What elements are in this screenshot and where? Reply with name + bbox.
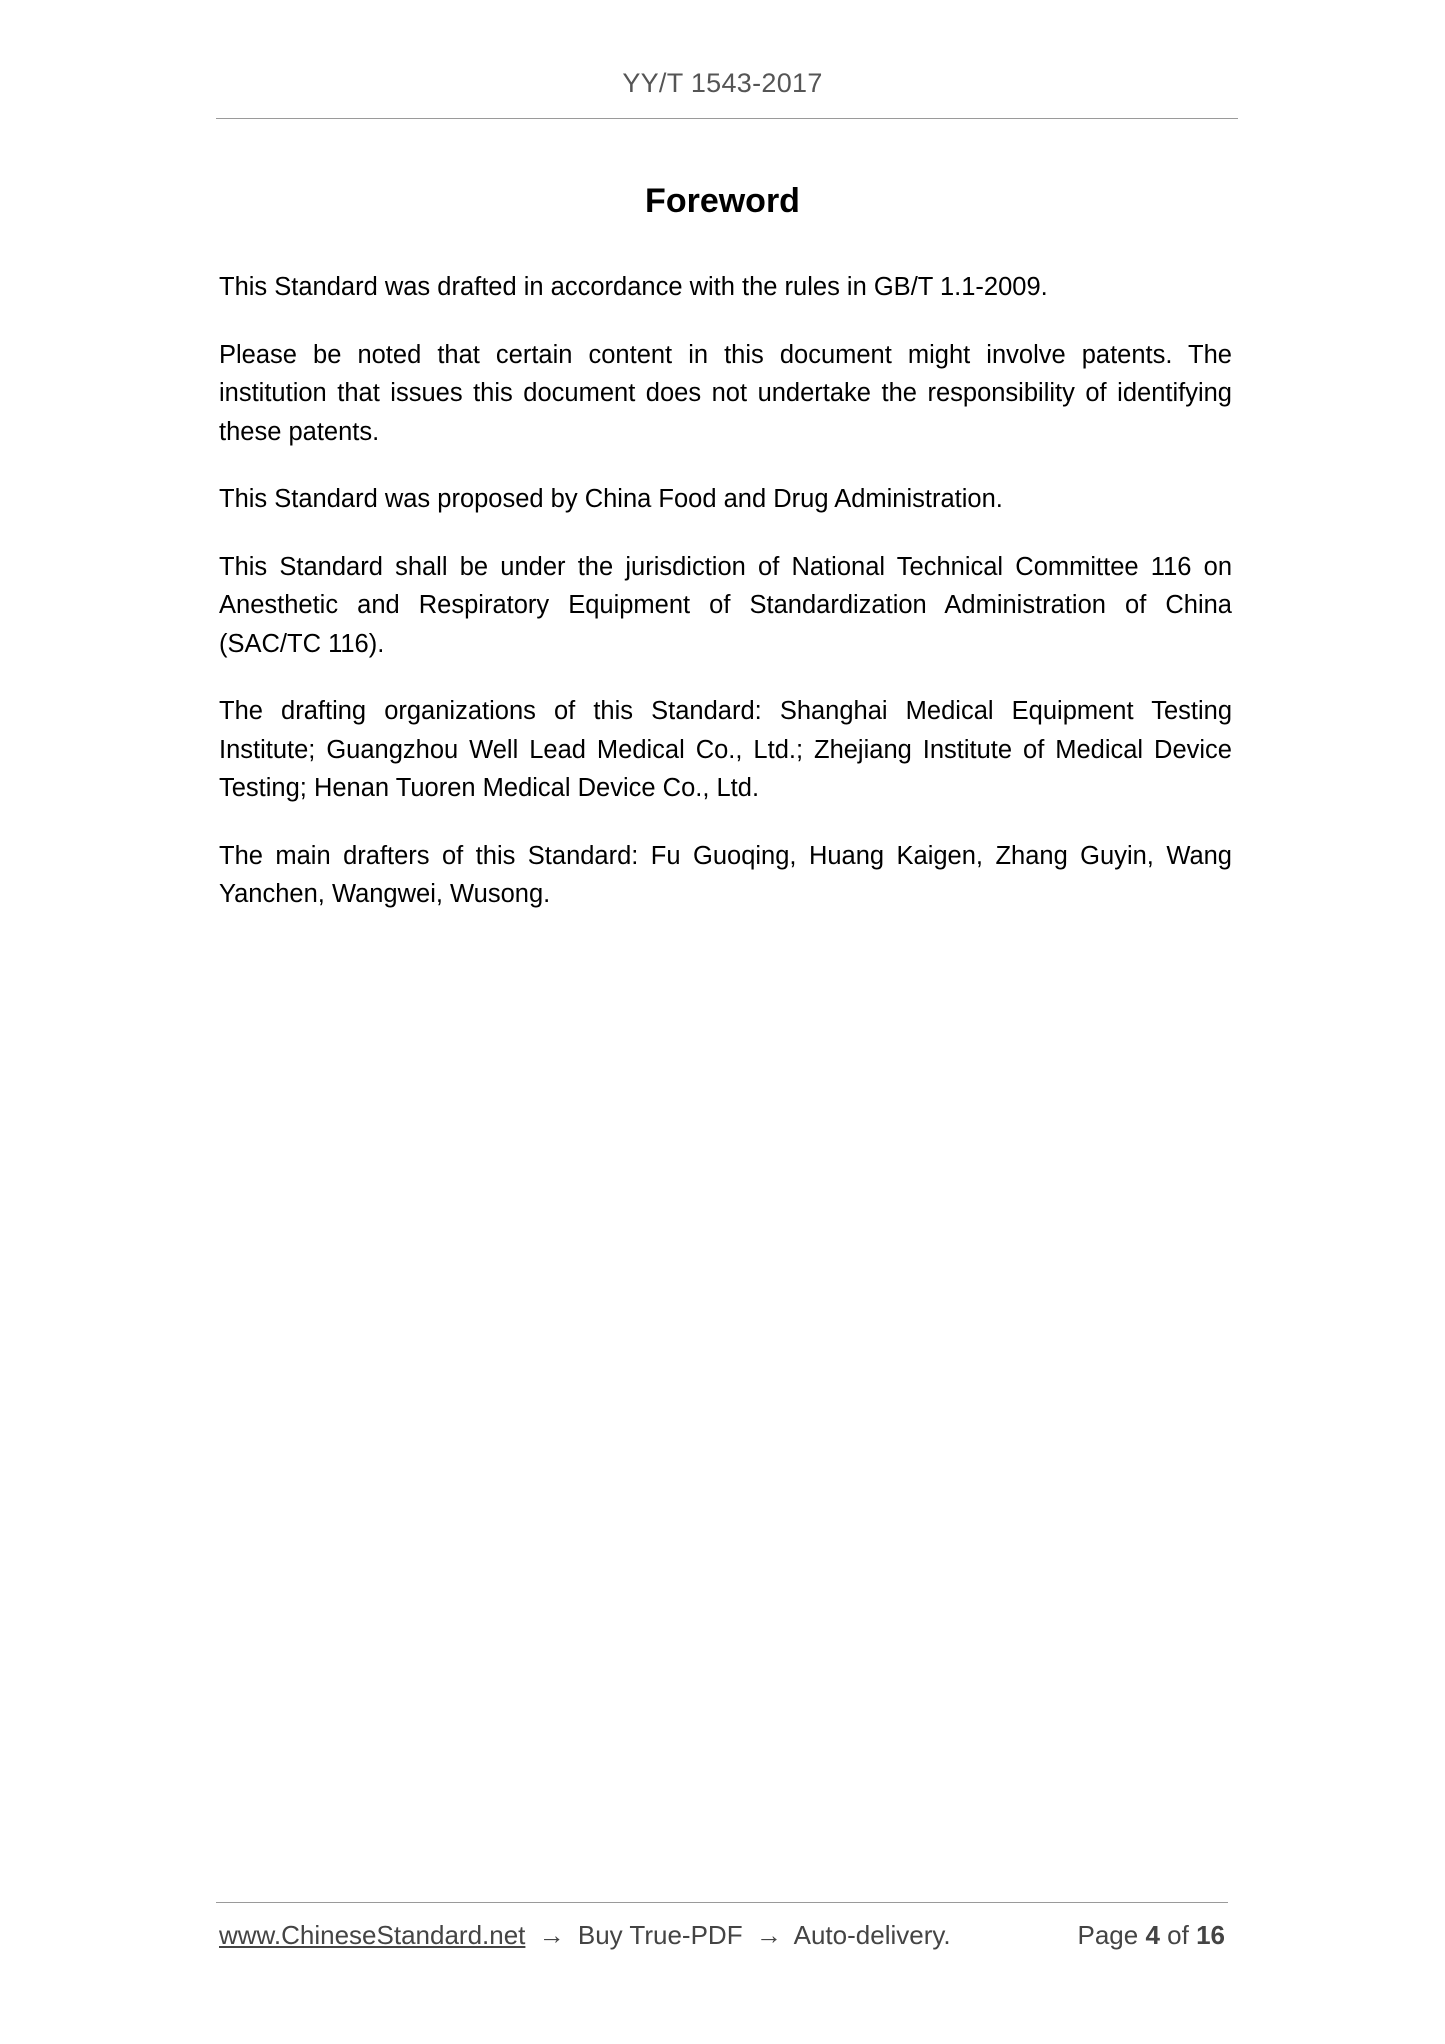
arrow-right-icon: → xyxy=(755,1920,782,1950)
paragraph-patents-notice: Please be noted that certain content in this document might involve patents. The institution that issues this document does not undertake the responsibility of identifying these patents. xyxy=(219,340,1232,446)
buy-true-pdf-text: Buy True-PDF xyxy=(577,1920,743,1950)
paragraph-main-drafters: The main drafters of this Standard: Fu Guoqing, Huang Kaigen, Zhang Guyin, Wang Yanchen, Wangwei, Wusong. xyxy=(219,841,1232,908)
page-label: Page xyxy=(1077,1920,1139,1950)
paragraph-jurisdiction: This Standard shall be under the jurisdiction of National Technical Committee 116 on Anesthetic and Respiratory Equipment of Standardization Administration of China (SAC/TC 116). xyxy=(219,552,1232,658)
paragraph-drafting-rules: This Standard was drafted in accordance with the rules in GB/T 1.1-2009. xyxy=(219,273,1048,301)
paragraph-drafting-organizations: The drafting organizations of this Standard: Shanghai Medical Equipment Testing Institute; Guangzhou Well Lead Medical Co., Ltd.; Zhejiang Institute of Medical Device Testing; Henan Tuoren Medical Device Co., Ltd. xyxy=(219,697,1232,802)
foreword-body xyxy=(219,268,1232,943)
arrow-right-icon: → xyxy=(538,1920,565,1950)
page-title: Foreword xyxy=(645,182,800,220)
auto-delivery-text: Auto-delivery. xyxy=(793,1920,951,1950)
paragraph-proposed-by: This Standard was proposed by China Food and Drug Administration. xyxy=(219,485,1003,513)
footer-divider xyxy=(216,1902,1228,1903)
page-footer xyxy=(219,1920,1225,1951)
page-of-label: of xyxy=(1167,1920,1189,1950)
footer-promo xyxy=(219,1920,951,1951)
page-current: 4 xyxy=(1145,1920,1160,1950)
page-number xyxy=(1077,1920,1225,1951)
header-divider xyxy=(216,118,1238,119)
document-code-header: YY/T 1543-2017 xyxy=(622,68,823,98)
site-link[interactable]: www.ChineseStandard.net xyxy=(219,1920,526,1950)
page-total: 16 xyxy=(1196,1920,1225,1950)
